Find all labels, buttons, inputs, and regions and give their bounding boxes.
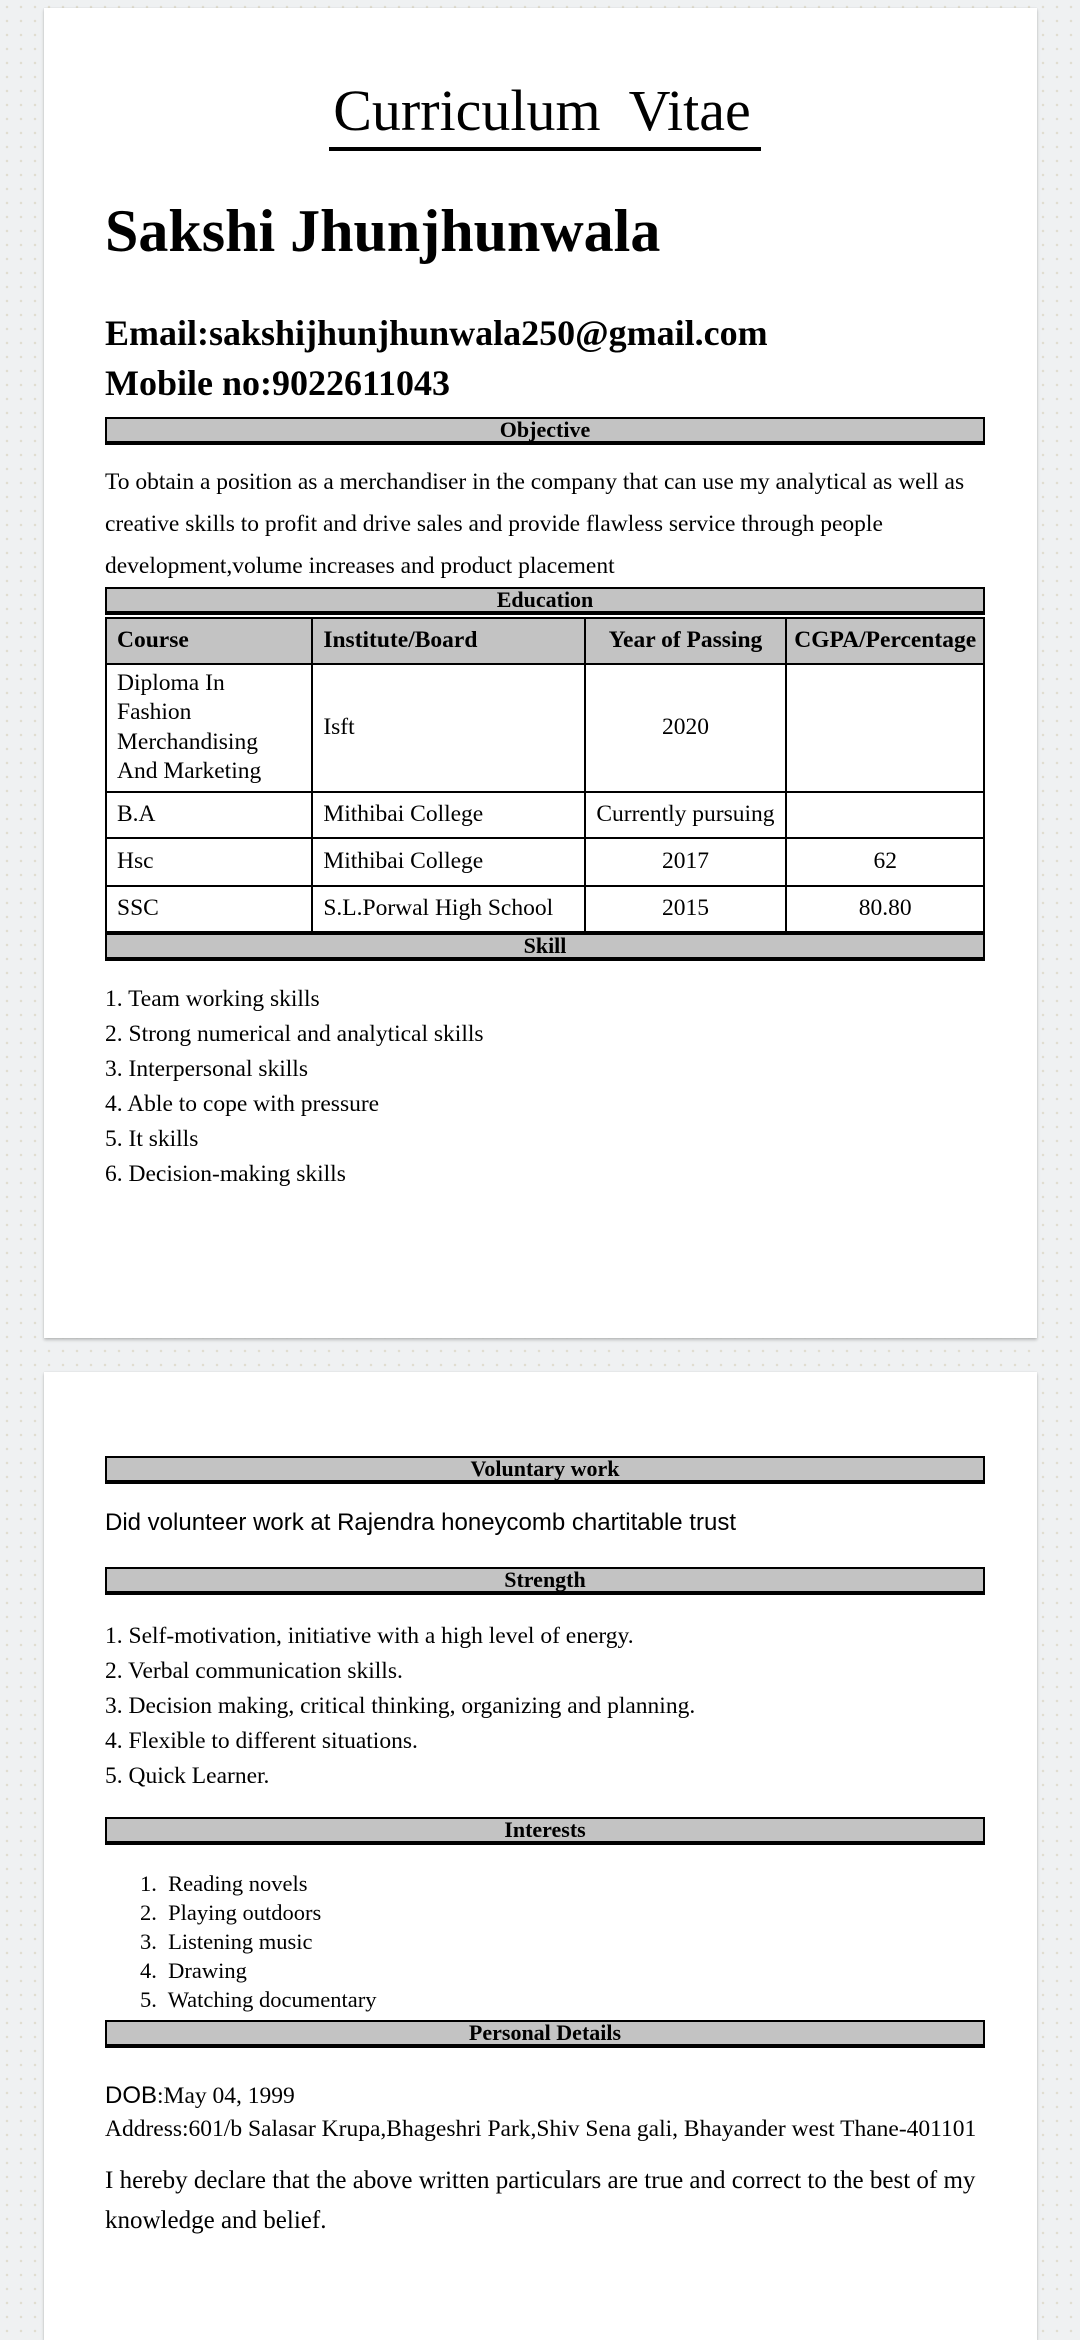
section-header-skill	[105, 933, 985, 961]
list-item: 4. Able to cope with pressure	[105, 1090, 380, 1117]
education-header-row	[106, 618, 984, 664]
cell-cgpa	[786, 792, 984, 838]
objective-text: To obtain a position as a merchandiser in the company that can use my analytical as well as creative skills to profit and drive sales and provide flawless service through people development,volume increases and product placement	[105, 469, 965, 579]
section-header-voluntary-work	[105, 1456, 985, 1484]
skills-list	[105, 982, 985, 1192]
cv-page-2	[44, 1372, 1037, 2340]
candidate-name: Sakshi Jhunjhunwala	[105, 198, 661, 264]
list-item: 5. Watching documentary	[140, 1987, 377, 2012]
table-row-hsc	[106, 838, 984, 886]
cv-page-1	[44, 8, 1037, 1338]
list-item: 3. Interpersonal skills	[105, 1055, 308, 1082]
cell-course: B.A	[106, 792, 312, 838]
section-label-personal-details: Personal Details	[468, 2020, 622, 2045]
list-item: 2. Strong numerical and analytical skills	[105, 1020, 484, 1047]
cv-title: Curriculum Vitae	[329, 82, 760, 151]
title-row	[105, 78, 985, 151]
table-row-diploma	[106, 664, 984, 792]
list-item: 4. Flexible to different situations.	[105, 1728, 418, 1754]
email-line: Email:sakshijhunjhunwala250@gmail.com	[105, 313, 768, 353]
personal-details-block	[105, 2079, 985, 2146]
interests-list	[105, 1869, 985, 2014]
list-item: 5. Quick Learner.	[105, 1763, 270, 1789]
voluntary-work-text: Did volunteer work at Rajendra honeycomb chartitable trust	[105, 1509, 736, 1536]
list-item: 2. Verbal communication skills.	[105, 1658, 403, 1684]
list-item: 6. Decision-making skills	[105, 1160, 346, 1187]
column-header-course: Course	[106, 618, 312, 664]
section-label-objective: Objective	[499, 417, 591, 442]
cell-year: 2015	[585, 886, 787, 932]
cell-cgpa	[786, 664, 984, 792]
cell-institute: S.L.Porwal High School	[312, 886, 584, 932]
cell-cgpa: 62	[786, 838, 984, 886]
list-item: 5. It skills	[105, 1125, 199, 1152]
section-header-objective	[105, 417, 985, 445]
list-item: 1. Team working skills	[105, 985, 320, 1012]
list-item: 3. Listening music	[140, 1929, 313, 1954]
cell-institute: Isft	[312, 664, 584, 792]
table-row-ssc	[106, 886, 984, 932]
section-label-interests: Interests	[504, 1817, 586, 1842]
dob-line	[105, 2079, 985, 2113]
dob-value: :May 04, 1999	[157, 2083, 295, 2109]
section-header-interests	[105, 1817, 985, 1845]
dob-label: DOB	[105, 2082, 158, 2109]
cell-year: Currently pursuing	[585, 792, 787, 838]
cell-cgpa: 80.80	[786, 886, 984, 932]
section-label-skill: Skill	[523, 932, 567, 958]
strength-list	[105, 1619, 985, 1794]
list-item: 4. Drawing	[140, 1958, 247, 1983]
column-header-cgpa: CGPA/Percentage	[786, 618, 984, 664]
cell-institute: Mithibai College	[312, 792, 584, 838]
section-label-strength: Strength	[504, 1567, 586, 1592]
section-header-personal-details	[105, 2020, 985, 2048]
column-header-institute: Institute/Board	[312, 618, 584, 664]
list-item: 2. Playing outdoors	[140, 1900, 322, 1925]
cell-course: SSC	[106, 886, 312, 932]
section-label-education: Education	[496, 587, 594, 612]
section-header-education	[105, 587, 985, 615]
mobile-line: Mobile no:9022611043	[105, 363, 451, 403]
cell-year: 2020	[585, 664, 787, 792]
cell-institute: Mithibai College	[312, 838, 584, 886]
education-table	[105, 617, 985, 933]
cell-course: Diploma In Fashion Merchandising And Marketing	[106, 664, 312, 792]
cell-course: Hsc	[106, 838, 312, 886]
list-item: 3. Decision making, critical thinking, organizing and planning.	[105, 1693, 696, 1719]
table-row-ba	[106, 792, 984, 838]
cell-year: 2017	[585, 838, 787, 886]
section-header-strength	[105, 1567, 985, 1595]
address-line: Address:601/b Salasar Krupa,Bhageshri Park,Shiv Sena gali, Bhayander west Thane-401101	[105, 2116, 977, 2142]
declaration-text: I hereby declare that the above written particulars are true and correct to the best of my knowledge and belief.	[105, 2167, 976, 2234]
section-label-voluntary-work: Voluntary work	[470, 1456, 620, 1481]
column-header-year: Year of Passing	[585, 618, 787, 664]
list-item: 1. Self-motivation, initiative with a high level of energy.	[105, 1623, 634, 1649]
list-item: 1. Reading novels	[140, 1871, 308, 1896]
